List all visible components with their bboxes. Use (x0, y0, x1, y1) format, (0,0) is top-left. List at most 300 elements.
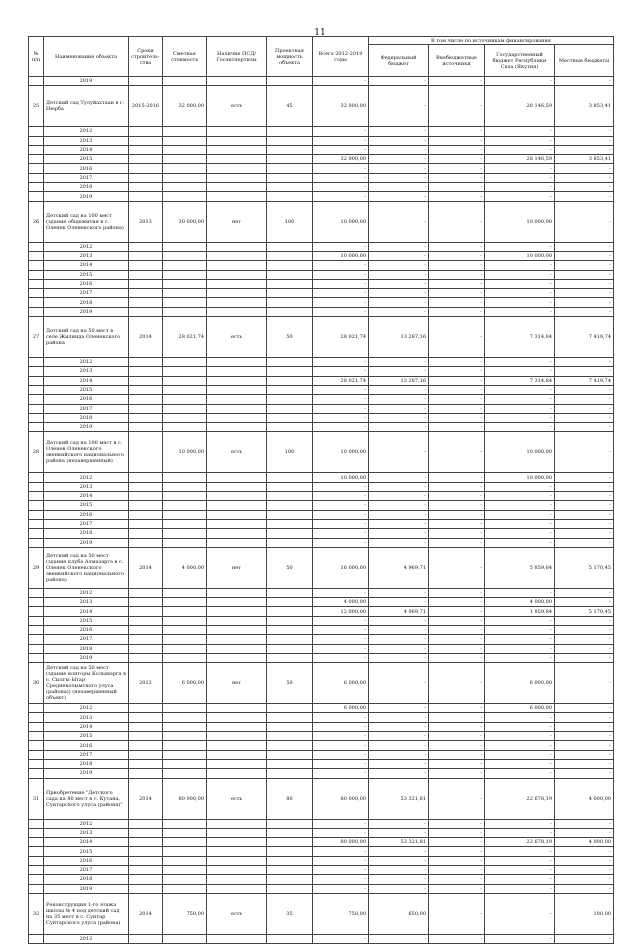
cell-extra: - (429, 136, 485, 145)
cell-extra: - (429, 261, 485, 270)
cell-capacity-empty (267, 538, 313, 547)
year-row (29, 358, 614, 367)
cell-term-empty (129, 492, 163, 501)
cell-local: 3 853,41 (555, 86, 614, 127)
cell-cost-empty (163, 741, 207, 750)
cell-local: - (555, 519, 614, 528)
year-row (29, 635, 614, 644)
cell-psd-empty (207, 307, 267, 316)
cell-total: - (313, 242, 369, 251)
cell-term-empty (129, 866, 163, 875)
cell-psd-empty (207, 358, 267, 367)
cell-psd-empty (207, 155, 267, 164)
cell-empty (29, 510, 44, 519)
cell-state: - (485, 510, 555, 519)
year-row (29, 183, 614, 192)
cell-name: Детский сад на 100 мест (здание общежития в с. Оленек Оленекского района) (44, 201, 129, 242)
cell-psd-empty (207, 423, 267, 432)
cell-extra: - (429, 307, 485, 316)
cell-term-empty (129, 242, 163, 251)
cell-total: - (313, 482, 369, 491)
cell-capacity-empty (267, 145, 313, 154)
cell-state: - (485, 127, 555, 136)
cell-empty (29, 769, 44, 778)
cell-extra: - (429, 741, 485, 750)
cell-term-empty (129, 164, 163, 173)
cell-state: 22 678,19 (485, 838, 555, 847)
cell-local: - (555, 759, 614, 768)
cell-term-empty (129, 482, 163, 491)
cell-term-empty (129, 510, 163, 519)
cell-total: 750,00 (313, 893, 369, 934)
year-row (29, 164, 614, 173)
cell-total: - (313, 270, 369, 279)
cell-psd-empty (207, 884, 267, 893)
cell-capacity-empty (267, 358, 313, 367)
year-row (29, 847, 614, 856)
year-row (29, 866, 614, 875)
cell-federal: - (369, 866, 429, 875)
cell-state: - (485, 653, 555, 662)
cell-extra: - (429, 713, 485, 722)
cell-local: - (555, 261, 614, 270)
cell-empty (29, 704, 44, 713)
cell-total: - (313, 875, 369, 884)
cell-term-empty (129, 538, 163, 547)
cell-capacity-empty (267, 492, 313, 501)
cell-term-empty (129, 192, 163, 201)
cell-empty (29, 750, 44, 759)
cell-state: - (485, 856, 555, 865)
cell-extra: - (429, 432, 485, 473)
cell-total: 16 000,00 (313, 547, 369, 588)
cell-empty (29, 856, 44, 865)
cell-empty (29, 501, 44, 510)
cell-cost-empty (163, 625, 207, 634)
cell-empty (29, 242, 44, 251)
cell-num: 30 (29, 663, 44, 704)
cell-local: - (555, 653, 614, 662)
cell-local: - (555, 136, 614, 145)
cell-local: - (555, 750, 614, 759)
cell-psd-empty (207, 847, 267, 856)
cell-total: 6 000,00 (313, 663, 369, 704)
cell-federal: - (369, 635, 429, 644)
cell-year: 2017 (44, 866, 129, 875)
cell-federal: - (369, 519, 429, 528)
header-sources-group: В том числе по источникам финансирования (369, 37, 614, 45)
cell-extra: - (429, 251, 485, 260)
cell-cost-empty (163, 77, 207, 86)
cell-term-empty (129, 358, 163, 367)
cell-year: 2019 (44, 77, 129, 86)
object-row (29, 893, 614, 934)
cell-name: Детский сад Тулуйахтаан в г. Нюрба (44, 86, 129, 127)
cell-empty (29, 529, 44, 538)
cell-extra: - (429, 828, 485, 837)
year-row (29, 307, 614, 316)
cell-total: - (313, 866, 369, 875)
cell-term-empty (129, 713, 163, 722)
cell-federal: - (369, 616, 429, 625)
cell-state: - (485, 298, 555, 307)
cell-federal: - (369, 598, 429, 607)
cell-local: 7 419,74 (555, 376, 614, 385)
cell-name: Детский сад на 50 мест (здание клуба Алмазэрга в с. Оленек Оленекского эвенкийского национального района) (44, 547, 129, 588)
cell-local: - (555, 722, 614, 731)
cell-capacity-empty (267, 607, 313, 616)
cell-psd-empty (207, 538, 267, 547)
cell-cost-empty (163, 519, 207, 528)
cell-term-empty (129, 722, 163, 731)
cell-state: - (485, 875, 555, 884)
cell-local: - (555, 529, 614, 538)
cell-psd-empty (207, 529, 267, 538)
cell-state: - (485, 270, 555, 279)
year-row (29, 413, 614, 422)
cell-total: 80 000,00 (313, 778, 369, 819)
cell-capacity-empty (267, 173, 313, 182)
cell-extra: - (429, 838, 485, 847)
cell-federal: 650,00 (369, 893, 429, 934)
cell-extra: - (429, 482, 485, 491)
cell-extra: - (429, 653, 485, 662)
cell-federal: - (369, 173, 429, 182)
cell-capacity: 50 (267, 317, 313, 358)
cell-empty (29, 251, 44, 260)
year-row (29, 242, 614, 251)
cell-term-empty (129, 423, 163, 432)
cell-capacity-empty (267, 77, 313, 86)
cell-term: 2012 (129, 663, 163, 704)
cell-year: 2017 (44, 635, 129, 644)
cell-local: - (555, 482, 614, 491)
cell-cost-empty (163, 289, 207, 298)
cell-state: 7 314,84 (485, 376, 555, 385)
cell-total: - (313, 934, 369, 943)
cell-empty (29, 298, 44, 307)
cell-federal: - (369, 653, 429, 662)
cell-year: 2015 (44, 270, 129, 279)
cell-total: - (313, 750, 369, 759)
cell-empty (29, 875, 44, 884)
cell-total: - (313, 492, 369, 501)
year-row (29, 279, 614, 288)
cell-term: 2013 (129, 201, 163, 242)
cell-capacity-empty (267, 616, 313, 625)
year-row (29, 741, 614, 750)
cell-capacity-empty (267, 759, 313, 768)
cell-term-empty (129, 376, 163, 385)
cell-cost-empty (163, 242, 207, 251)
cell-num: 26 (29, 201, 44, 242)
cell-extra: - (429, 183, 485, 192)
cell-empty (29, 519, 44, 528)
cell-state: - (485, 279, 555, 288)
cell-term-empty (129, 635, 163, 644)
cell-cost-empty (163, 653, 207, 662)
cell-term-empty (129, 769, 163, 778)
cell-term-empty (129, 644, 163, 653)
cell-year: 2012 (44, 704, 129, 713)
cell-year: 2018 (44, 298, 129, 307)
cell-psd: есть (207, 778, 267, 819)
cell-local: 100,00 (555, 893, 614, 934)
cell-empty (29, 289, 44, 298)
cell-psd-empty (207, 598, 267, 607)
cell-term-empty (129, 413, 163, 422)
cell-state: - (485, 261, 555, 270)
cell-term-empty (129, 127, 163, 136)
cell-term-empty (129, 473, 163, 482)
cell-term-empty (129, 519, 163, 528)
cell-psd-empty (207, 385, 267, 394)
cell-year: 2013 (44, 828, 129, 837)
cell-extra: - (429, 732, 485, 741)
cell-capacity: 50 (267, 547, 313, 588)
cell-capacity: 100 (267, 201, 313, 242)
cell-extra: - (429, 884, 485, 893)
year-row (29, 819, 614, 828)
cell-capacity-empty (267, 866, 313, 875)
cell-cost-empty (163, 376, 207, 385)
cell-capacity-empty (267, 588, 313, 597)
cell-psd-empty (207, 289, 267, 298)
cell-federal: - (369, 759, 429, 768)
cell-federal: - (369, 934, 429, 943)
cell-local: 5 170,45 (555, 607, 614, 616)
cell-capacity-empty (267, 519, 313, 528)
cell-term-empty (129, 704, 163, 713)
cell-state: - (485, 423, 555, 432)
cell-cost-empty (163, 819, 207, 828)
cell-psd-empty (207, 367, 267, 376)
cell-psd-empty (207, 251, 267, 260)
cell-psd-empty (207, 769, 267, 778)
cell-cost: 32 000,00 (163, 86, 207, 127)
cell-federal: - (369, 242, 429, 251)
cell-cost-empty (163, 838, 207, 847)
cell-total: - (313, 828, 369, 837)
cell-cost-empty (163, 759, 207, 768)
cell-psd-empty (207, 635, 267, 644)
cell-psd-empty (207, 298, 267, 307)
cell-capacity-empty (267, 884, 313, 893)
year-row (29, 732, 614, 741)
header-local: Местные бюджеты (555, 45, 614, 77)
cell-total: - (313, 616, 369, 625)
cell-psd-empty (207, 183, 267, 192)
cell-extra: - (429, 201, 485, 242)
cell-extra: - (429, 607, 485, 616)
cell-extra: - (429, 722, 485, 731)
cell-state: - (485, 145, 555, 154)
cell-capacity-empty (267, 847, 313, 856)
cell-federal: - (369, 307, 429, 316)
cell-extra: - (429, 164, 485, 173)
cell-state: 7 314,84 (485, 317, 555, 358)
cell-name: Детский сад на 50 мест в селе Жилинда Оленекского района (44, 317, 129, 358)
cell-capacity-empty (267, 183, 313, 192)
cell-total: 6 000,00 (313, 704, 369, 713)
cell-total: 10 000,00 (313, 432, 369, 473)
cell-state: - (485, 934, 555, 943)
cell-psd-empty (207, 173, 267, 182)
cell-term-empty (129, 289, 163, 298)
cell-local: - (555, 298, 614, 307)
cell-term-empty (129, 261, 163, 270)
cell-total: - (313, 759, 369, 768)
cell-federal: - (369, 482, 429, 491)
cell-capacity-empty (267, 510, 313, 519)
cell-num: 28 (29, 432, 44, 473)
cell-term-empty (129, 367, 163, 376)
cell-local: - (555, 270, 614, 279)
cell-state: 10 000,00 (485, 432, 555, 473)
cell-term-empty (129, 616, 163, 625)
cell-empty (29, 588, 44, 597)
cell-extra: - (429, 317, 485, 358)
cell-local: - (555, 395, 614, 404)
cell-federal: 13 287,16 (369, 376, 429, 385)
header-psd: Наличие ПСД/ Госэкспертизы (207, 37, 267, 77)
cell-local: - (555, 242, 614, 251)
cell-local: - (555, 510, 614, 519)
cell-state: - (485, 713, 555, 722)
cell-empty (29, 644, 44, 653)
cell-year: 2015 (44, 732, 129, 741)
cell-year: 2012 (44, 242, 129, 251)
cell-federal: - (369, 385, 429, 394)
cell-federal: - (369, 847, 429, 856)
cell-local: - (555, 713, 614, 722)
cell-federal: - (369, 704, 429, 713)
cell-cost-empty (163, 423, 207, 432)
cell-local: - (555, 501, 614, 510)
cell-federal: - (369, 201, 429, 242)
cell-state: - (485, 635, 555, 644)
cell-capacity-empty (267, 598, 313, 607)
cell-psd: есть (207, 317, 267, 358)
cell-cost-empty (163, 155, 207, 164)
cell-term-empty (129, 750, 163, 759)
cell-empty (29, 261, 44, 270)
cell-cost-empty (163, 164, 207, 173)
cell-extra: - (429, 279, 485, 288)
cell-cost-empty (163, 732, 207, 741)
cell-year: 2014 (44, 261, 129, 270)
cell-cost-empty (163, 510, 207, 519)
cell-year: 2019 (44, 769, 129, 778)
cell-state: 22 678,19 (485, 778, 555, 819)
cell-empty (29, 884, 44, 893)
cell-cost-empty (163, 538, 207, 547)
cell-local: - (555, 598, 614, 607)
cell-total: - (313, 358, 369, 367)
cell-cost-empty (163, 261, 207, 270)
year-row (29, 722, 614, 731)
cell-year: 2014 (44, 838, 129, 847)
cell-capacity-empty (267, 934, 313, 943)
cell-total: - (313, 529, 369, 538)
cell-total: - (313, 644, 369, 653)
header-total: Всего 2012-2019 годы (313, 37, 369, 77)
cell-extra: - (429, 77, 485, 86)
year-row (29, 653, 614, 662)
cell-federal: - (369, 828, 429, 837)
cell-psd: есть (207, 432, 267, 473)
cell-term-empty (129, 395, 163, 404)
cell-capacity-empty (267, 192, 313, 201)
cell-psd-empty (207, 875, 267, 884)
cell-psd-empty (207, 722, 267, 731)
cell-term-empty (129, 838, 163, 847)
cell-psd-empty (207, 750, 267, 759)
cell-total: - (313, 625, 369, 634)
cell-local: - (555, 183, 614, 192)
header-term: Сроки строитель-ства (129, 37, 163, 77)
cell-state: - (485, 413, 555, 422)
cell-cost-empty (163, 704, 207, 713)
year-row (29, 884, 614, 893)
cell-year: 2015 (44, 385, 129, 394)
cell-capacity-empty (267, 856, 313, 865)
cell-state: - (485, 828, 555, 837)
cell-psd-empty (207, 473, 267, 482)
cell-term (129, 432, 163, 473)
cell-psd-empty (207, 404, 267, 413)
cell-local: - (555, 307, 614, 316)
cell-local: - (555, 828, 614, 837)
cell-extra: - (429, 598, 485, 607)
cell-empty (29, 819, 44, 828)
cell-year: 2019 (44, 192, 129, 201)
cell-capacity-empty (267, 529, 313, 538)
cell-empty (29, 423, 44, 432)
cell-psd-empty (207, 482, 267, 491)
cell-state: - (485, 367, 555, 376)
cell-term-empty (129, 856, 163, 865)
cell-local: - (555, 866, 614, 875)
cell-capacity-empty (267, 289, 313, 298)
cell-extra: - (429, 893, 485, 934)
header-capacity: Проектная мощность объекта (267, 37, 313, 77)
cell-psd: нет (207, 547, 267, 588)
cell-psd-empty (207, 501, 267, 510)
cell-extra: - (429, 376, 485, 385)
cell-year: 2014 (44, 607, 129, 616)
cell-total: - (313, 769, 369, 778)
cell-name: Приобретение "Детского сада на 80 мест в с. Кутана, Сунтарского улуса (района)" (44, 778, 129, 819)
year-row (29, 173, 614, 182)
cell-federal: - (369, 644, 429, 653)
cell-federal: - (369, 358, 429, 367)
cell-extra: - (429, 404, 485, 413)
cell-cost: 10 000,00 (163, 432, 207, 473)
cell-empty (29, 828, 44, 837)
year-row (29, 750, 614, 759)
year-row (29, 482, 614, 491)
cell-local: - (555, 934, 614, 943)
cell-cost-empty (163, 635, 207, 644)
cell-cost-empty (163, 492, 207, 501)
cell-extra: - (429, 704, 485, 713)
cell-empty (29, 395, 44, 404)
cell-extra: - (429, 86, 485, 127)
cell-extra: - (429, 510, 485, 519)
cell-local: - (555, 423, 614, 432)
cell-capacity-empty (267, 251, 313, 260)
